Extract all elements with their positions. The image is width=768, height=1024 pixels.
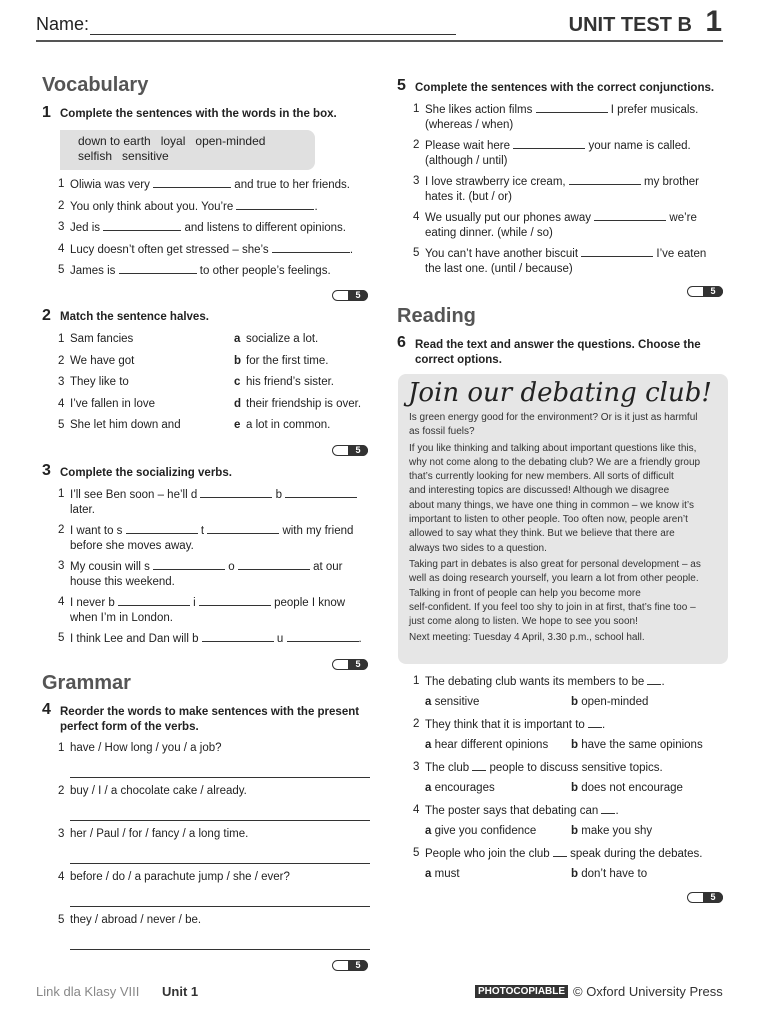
item-letter: e — [234, 419, 241, 431]
text-line: self-confident. If you feel too shy to join in at first, that’s fine too – — [409, 601, 696, 613]
answer-blank[interactable] — [513, 138, 585, 149]
item-number: 1 — [58, 333, 65, 345]
option-b[interactable]: b have the same opinions — [571, 739, 703, 751]
list-item — [58, 595, 378, 631]
list-item — [58, 199, 378, 221]
q5-items — [413, 102, 729, 282]
option-text: encourages — [434, 782, 495, 794]
answer-blank[interactable] — [647, 674, 661, 685]
list-item — [58, 375, 228, 397]
score-value: 5 — [703, 892, 723, 903]
option-a[interactable]: a encourages — [425, 782, 495, 794]
option-text: make you shy — [581, 825, 653, 837]
answer-blank[interactable] — [581, 246, 653, 257]
item-text: for the first time. — [246, 354, 329, 367]
item-text: They like to — [70, 376, 129, 388]
reading-questions — [413, 674, 729, 889]
item-text: speak during the debates. — [570, 848, 703, 860]
footer-course: Link dla Klasy VIII — [36, 984, 140, 999]
list-item — [413, 760, 729, 803]
item-text: and true to her friends. — [234, 179, 351, 191]
answer-line[interactable] — [70, 820, 370, 821]
score-value: 5 — [348, 960, 368, 971]
list-item — [58, 242, 378, 264]
item-text: The club — [425, 762, 470, 774]
list-item — [234, 418, 384, 440]
answer-blank[interactable] — [153, 559, 225, 570]
list-item — [58, 913, 368, 928]
list-item — [58, 870, 368, 885]
item-text: their friendship is over. — [246, 397, 362, 410]
item-number: 1 — [413, 675, 420, 687]
list-item — [58, 177, 378, 199]
item-text: . — [615, 805, 619, 817]
text-line: about many things, we have one thing in common – we know it’s — [409, 499, 694, 511]
item-text: when I’m in London. — [70, 612, 173, 624]
item-text: socialize a lot. — [246, 333, 319, 345]
text-line: Talking in front of people can help you become more — [409, 587, 641, 599]
item-text: eating dinner. (while / so) — [425, 227, 553, 239]
item-text: I think Lee and Dan will b — [70, 633, 199, 645]
name-line[interactable] — [90, 34, 456, 35]
score-badge — [687, 892, 723, 903]
club-title: Join our debating club! — [408, 378, 712, 408]
item-text: o — [228, 561, 235, 573]
item-text: The debating club wants its members to be — [425, 676, 645, 688]
item-number: 5 — [58, 632, 65, 644]
option-text: hear different opinions — [434, 739, 549, 751]
item-text: hates it. (but / or) — [425, 191, 512, 203]
list-item — [58, 827, 368, 842]
item-text: We have got — [70, 354, 135, 367]
item-number: 3 — [58, 221, 65, 233]
section-title-grammar: Grammar — [42, 672, 131, 694]
question-instruction: Complete the sentences with the words in the box. — [60, 108, 337, 120]
item-text: They think that it is important to — [425, 719, 585, 731]
list-item — [413, 717, 729, 760]
word-box — [60, 130, 315, 170]
text-line: Is green energy good for the environment? Or is it just as harmful — [409, 412, 698, 423]
photocopiable-badge: PHOTOCOPIABLE — [475, 985, 568, 998]
answer-blank[interactable] — [202, 631, 274, 642]
item-number: 4 — [58, 596, 65, 608]
list-item — [413, 210, 729, 246]
list-item — [413, 803, 729, 846]
item-number: 5 — [413, 847, 420, 859]
question-number: 5 — [397, 77, 406, 94]
item-text: t — [200, 525, 205, 537]
text-line: and interesting topics are discussed! Although we disagree — [409, 485, 670, 497]
option-b[interactable]: b does not encourage — [571, 782, 683, 794]
list-item — [58, 332, 228, 354]
option-b[interactable]: b don’t have to — [571, 868, 648, 880]
option-a[interactable]: a give you confidence — [425, 825, 537, 837]
item-text: I prefer musicals. — [610, 104, 699, 116]
item-number: 1 — [58, 178, 65, 190]
option-b[interactable]: b open-minded — [571, 696, 649, 708]
item-text: u — [276, 633, 284, 645]
item-text: She likes action films — [425, 104, 533, 116]
item-text: James is — [70, 265, 116, 277]
item-text: later. — [70, 504, 95, 516]
score-value: 5 — [348, 659, 368, 670]
question-number: 2 — [42, 307, 51, 324]
option-b[interactable]: b make you shy — [571, 825, 653, 837]
option-a[interactable]: a must — [425, 868, 460, 880]
score-badge — [332, 960, 368, 971]
item-text: at our — [313, 561, 343, 573]
list-item — [58, 418, 228, 440]
answer-blank[interactable] — [119, 263, 197, 274]
answer-line[interactable] — [70, 863, 370, 864]
answer-blank[interactable] — [207, 523, 279, 534]
instruction-line: perfect form of the verbs. — [60, 721, 199, 733]
list-item — [58, 559, 378, 595]
item-letter: b — [234, 354, 242, 367]
answer-blank[interactable] — [126, 523, 198, 534]
unit-number: 1 — [705, 5, 722, 38]
text-line: just come along to listen. We hope to see you soon! — [409, 616, 638, 628]
item-text: Please wait here — [425, 140, 511, 152]
item-letter: a — [234, 333, 241, 345]
item-number: 5 — [58, 914, 65, 926]
answer-blank[interactable] — [594, 210, 666, 221]
score-badge — [687, 286, 723, 297]
item-number: 1 — [58, 742, 65, 754]
item-text: My cousin will s — [70, 561, 150, 573]
list-item — [413, 246, 729, 282]
score-badge — [332, 290, 368, 301]
item-text: her / Paul / for / fancy / a long time. — [70, 828, 249, 840]
item-text: i — [193, 597, 196, 609]
list-item — [58, 487, 378, 523]
item-text: they / abroad / never / be. — [70, 914, 202, 926]
text-line: that’s currently looking for new members. All sorts of difficult — [409, 471, 674, 483]
item-text: my brother — [644, 176, 699, 188]
list-item — [413, 102, 729, 138]
item-number: 3 — [58, 828, 65, 840]
item-text: to other people’s feelings. — [199, 265, 331, 277]
item-text: I’ve fallen in love — [70, 397, 156, 410]
list-item — [413, 138, 729, 174]
item-number: 4 — [58, 397, 65, 410]
item-number: 3 — [58, 376, 65, 388]
answer-blank[interactable] — [199, 595, 271, 606]
answer-blank[interactable] — [238, 559, 310, 570]
item-text: people I know — [274, 597, 346, 609]
score-value: 5 — [703, 286, 723, 297]
option-text: open-minded — [581, 696, 649, 708]
list-item — [234, 354, 384, 376]
question-instruction: Complete the sentences with the correct conjunctions. — [415, 82, 715, 94]
item-number: 1 — [413, 103, 420, 115]
answer-blank[interactable] — [472, 760, 486, 771]
list-item — [413, 174, 729, 210]
item-text: (although / until) — [425, 155, 508, 167]
text-line: as fossil fuels? — [409, 426, 475, 438]
item-text: before she moves away. — [70, 540, 194, 552]
question-number: 1 — [42, 104, 51, 121]
item-text: b — [275, 489, 283, 501]
item-text: with my friend — [282, 525, 354, 537]
option-text: have the same opinions — [581, 739, 703, 751]
item-number: 2 — [413, 139, 420, 151]
word-box-line: selfish sensitive — [78, 149, 169, 163]
item-text: a lot in common. — [246, 419, 331, 431]
instruction-line: Reorder the words to make sentences with the present — [60, 706, 360, 718]
item-text: . — [661, 676, 665, 688]
footer-publisher: © Oxford University Press — [573, 984, 723, 999]
item-text: . — [349, 243, 354, 256]
question-number: 4 — [42, 701, 51, 718]
answer-blank[interactable] — [118, 595, 190, 606]
score-value: 5 — [348, 290, 368, 301]
item-text: I love strawberry ice cream, — [425, 176, 566, 188]
option-a[interactable]: a sensitive — [425, 696, 480, 708]
answer-blank[interactable] — [272, 242, 350, 253]
option-text: don’t have to — [581, 868, 648, 880]
item-number: 2 — [58, 785, 65, 797]
item-text: Oliwia was very — [70, 179, 150, 191]
answer-blank[interactable] — [285, 487, 357, 498]
text-line: always two sides to a question. — [409, 542, 547, 554]
item-text: the last one. (until / because) — [425, 263, 573, 275]
question-instruction — [60, 705, 359, 735]
text-line: allowed to say what they think. But we believe that there are — [409, 528, 675, 540]
item-text: . — [314, 200, 318, 213]
answer-blank[interactable] — [553, 846, 567, 857]
name-label: Name: — [36, 14, 90, 34]
list-item — [413, 674, 729, 717]
item-number: 5 — [413, 247, 420, 259]
text-line: Taking part in debates is also great for personal development – as — [409, 558, 701, 570]
item-text: your name is called. — [588, 140, 691, 152]
list-item — [234, 375, 384, 397]
item-number: 5 — [58, 419, 65, 431]
item-number: 3 — [413, 761, 420, 773]
item-text: (whereas / when) — [425, 119, 514, 131]
item-text: before / do / a parachute jump / she / ever? — [70, 871, 290, 883]
question-number: 6 — [397, 334, 406, 351]
option-text: sensitive — [434, 696, 480, 708]
item-text: I never b — [70, 597, 115, 609]
q2-left-items — [58, 332, 228, 440]
list-item — [58, 263, 378, 285]
word-box-line: down to earth loyal open-minded — [78, 134, 266, 148]
instruction-line: Read the text and answer the questions. Choose the — [415, 339, 701, 351]
q1-items — [58, 177, 378, 285]
score-badge — [332, 445, 368, 456]
item-number: 4 — [413, 211, 420, 223]
question-instruction: Complete the socializing verbs. — [60, 467, 232, 479]
item-text: his friend’s sister. — [246, 376, 334, 388]
text-line: why not come along to the debating club? We are a friendly group — [409, 456, 701, 468]
item-number: 5 — [58, 264, 65, 276]
item-number: 2 — [58, 354, 65, 367]
item-number: 4 — [58, 871, 65, 883]
answer-blank[interactable] — [153, 177, 231, 188]
list-item — [58, 523, 378, 559]
item-number: 2 — [413, 718, 420, 730]
list-item — [58, 741, 368, 756]
section-title-reading: Reading — [397, 305, 476, 327]
text-line: Next meeting: Tuesday 4 April, 3.30 p.m., school hall. — [409, 632, 645, 644]
answer-blank[interactable] — [588, 717, 602, 728]
item-text: I want to s — [70, 525, 123, 537]
item-number: 4 — [413, 804, 420, 816]
unit-test-label: UNIT TEST B — [568, 14, 692, 36]
option-text: does not encourage — [581, 782, 683, 794]
item-letter: c — [234, 376, 241, 388]
text-line: important to listen to other people. Too often now, people aren’t — [409, 514, 688, 526]
footer-unit: Unit 1 — [162, 984, 199, 999]
item-number: 3 — [58, 560, 65, 572]
item-text: people to discuss sensitive topics. — [489, 762, 663, 774]
answer-blank[interactable] — [536, 102, 608, 113]
answer-blank[interactable] — [601, 803, 615, 814]
score-badge — [332, 659, 368, 670]
option-text: give you confidence — [434, 825, 537, 837]
item-text: I’ve eaten — [656, 248, 707, 260]
item-text: You can’t have another biscuit — [425, 248, 579, 260]
item-text: have / How long / you / a job? — [70, 742, 222, 754]
option-a[interactable]: a hear different opinions — [425, 739, 549, 751]
item-text: I’ll see Ben soon – he’ll d — [70, 489, 198, 501]
list-item — [58, 784, 368, 799]
answer-blank[interactable] — [287, 631, 359, 642]
item-number: 2 — [58, 524, 65, 536]
q2-right-items — [234, 332, 384, 440]
item-text: Jed is — [70, 222, 101, 234]
header-rule — [36, 40, 723, 42]
question-number: 3 — [42, 462, 51, 479]
answer-blank[interactable] — [569, 174, 641, 185]
list-item — [58, 220, 378, 242]
score-value: 5 — [348, 445, 368, 456]
question-instruction: Match the sentence halves. — [60, 311, 209, 323]
option-text: must — [434, 868, 460, 880]
text-line: well as doing research yourself, you learn a lot from other people. — [409, 573, 699, 585]
item-text: Sam fancies — [70, 333, 134, 345]
item-number: 4 — [58, 242, 65, 255]
item-text: We usually put our phones away — [425, 212, 591, 224]
item-text: Lucy doesn’t often get stressed – she’s — [70, 243, 269, 256]
item-text: house this weekend. — [70, 576, 175, 588]
item-text: we’re — [669, 212, 697, 224]
item-number: 1 — [58, 488, 65, 500]
answer-line[interactable] — [70, 777, 370, 778]
answer-line[interactable] — [70, 949, 370, 950]
section-title-vocabulary: Vocabulary — [42, 74, 149, 96]
item-letter: d — [234, 397, 242, 410]
q3-items — [58, 487, 378, 651]
item-text: You only think about you. You’re — [70, 200, 234, 213]
item-number: 3 — [413, 175, 420, 187]
list-item — [413, 846, 729, 889]
question-instruction — [415, 338, 701, 368]
item-text: . — [358, 633, 362, 645]
item-text: She let him down and — [70, 419, 181, 431]
instruction-line: correct options. — [415, 354, 502, 366]
item-number: 2 — [58, 199, 65, 212]
list-item — [58, 631, 378, 651]
item-text: The poster says that debating can — [425, 805, 599, 817]
answer-blank[interactable] — [200, 487, 272, 498]
list-item — [234, 397, 384, 419]
answer-line[interactable] — [70, 906, 370, 907]
reading-text — [409, 411, 725, 646]
list-item — [58, 397, 228, 419]
item-text: . — [602, 719, 606, 731]
list-item — [234, 332, 384, 354]
text-line: If you like thinking and talking about important questions like this, — [409, 442, 697, 454]
item-text: People who join the club — [425, 848, 550, 860]
item-text: buy / I / a chocolate cake / already. — [70, 785, 247, 797]
answer-blank[interactable] — [236, 199, 314, 210]
item-text: and listens to different opinions. — [184, 222, 346, 234]
list-item — [58, 354, 228, 376]
answer-blank[interactable] — [103, 220, 181, 231]
